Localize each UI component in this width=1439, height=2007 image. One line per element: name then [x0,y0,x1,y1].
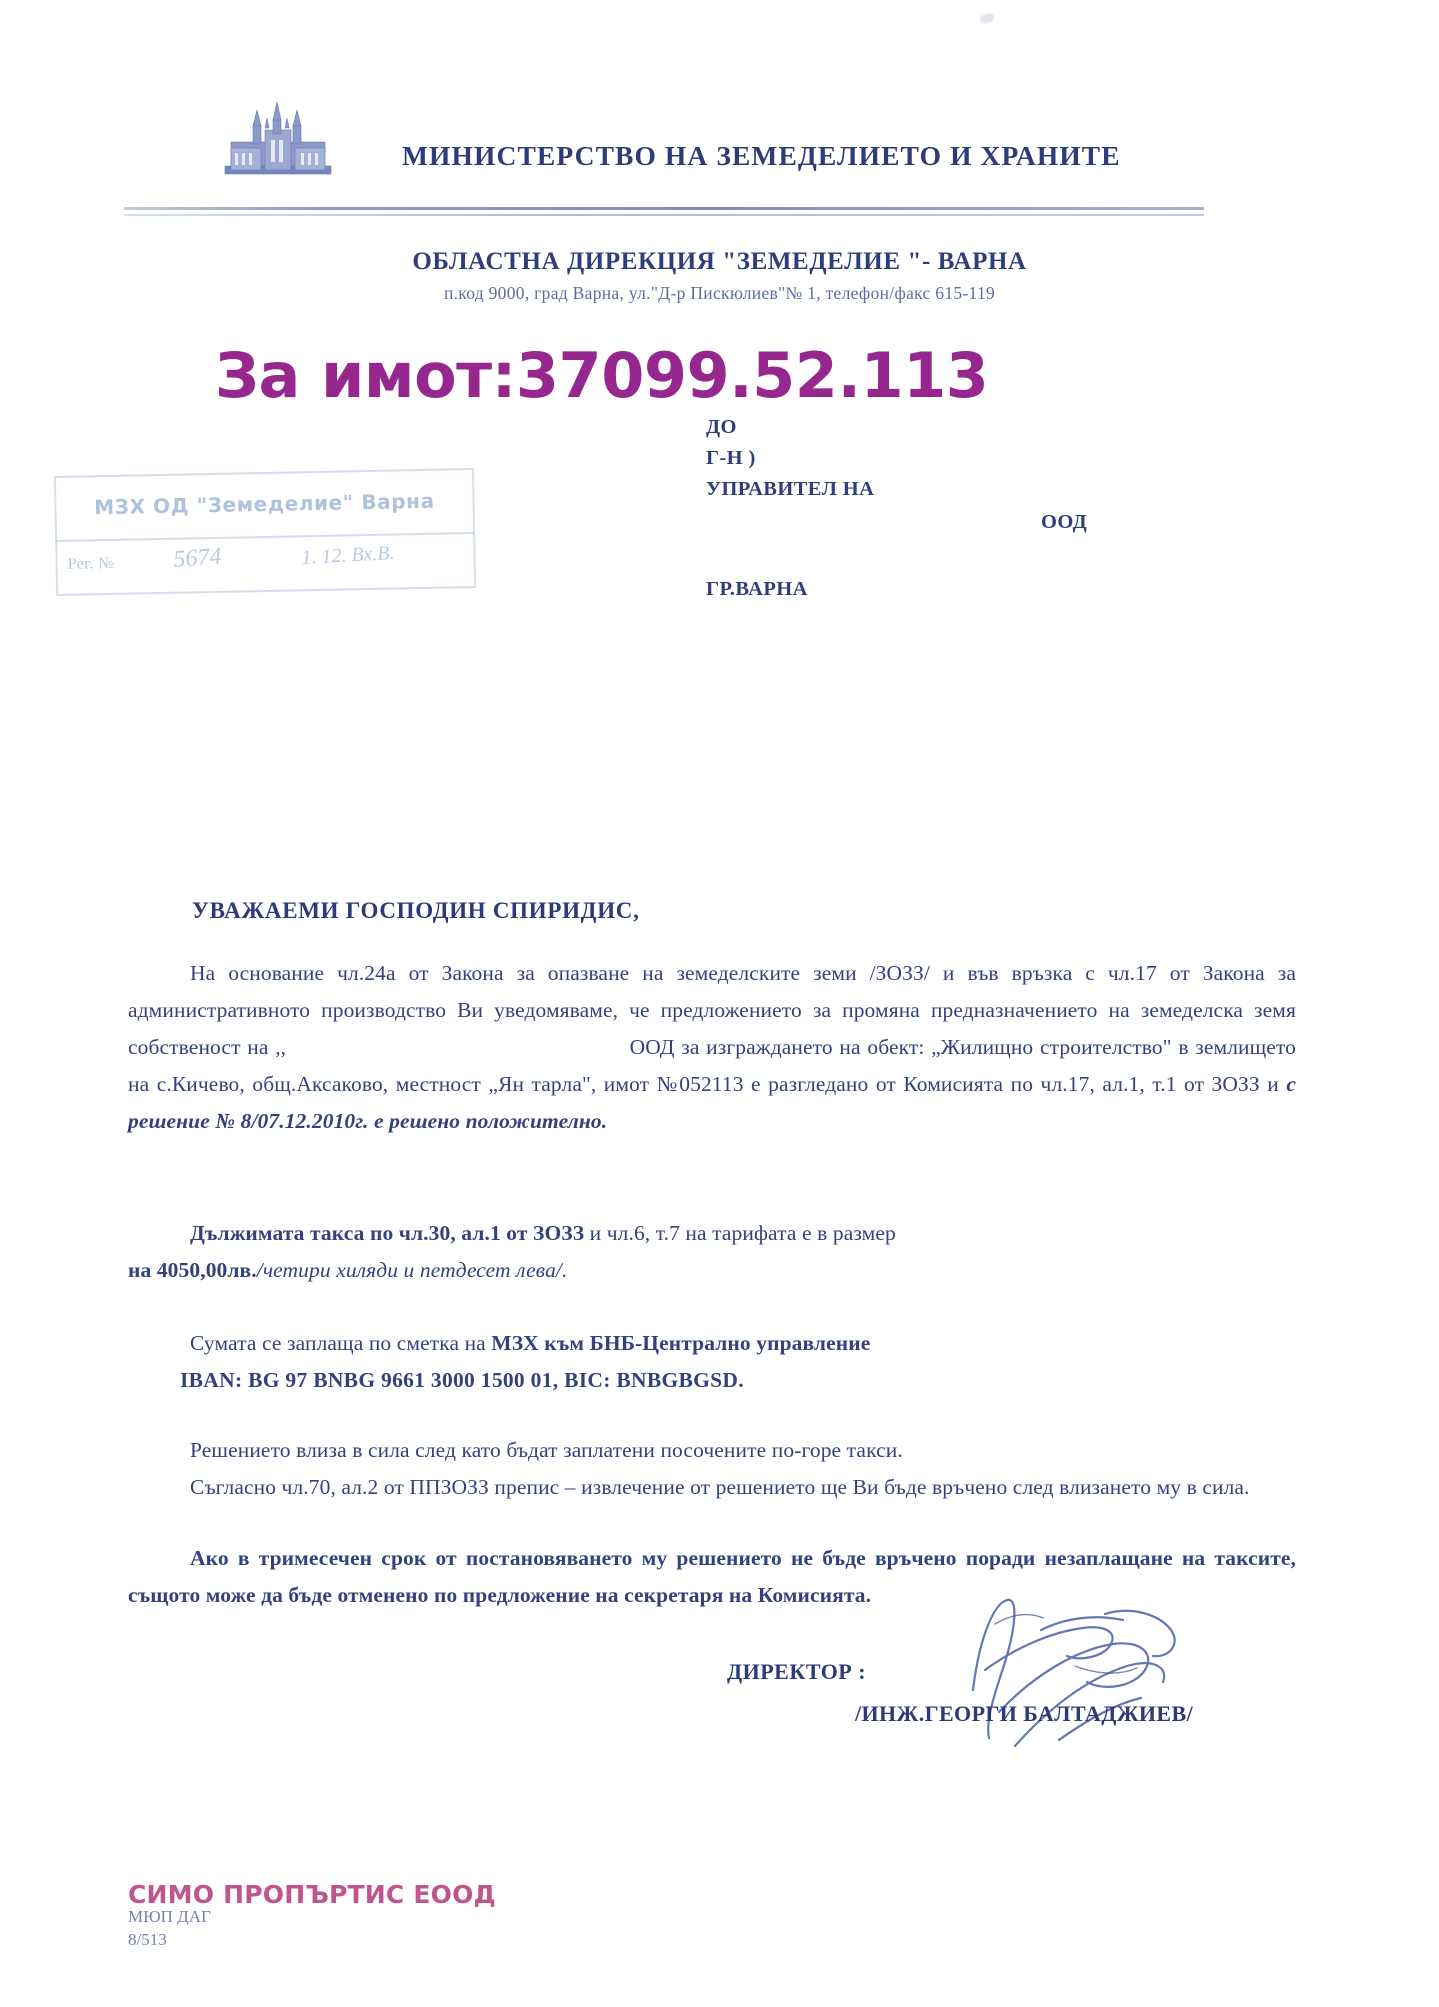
stamp-office-name: МЗХ ОД "Земеделие" Варна [94,488,435,520]
paragraph-grounds-text-a: На основание чл.24а от Закона за опазване на земеделските земи /ЗОЗЗ/ и във връзка с чл.17 от Закона за административното производство Ви уведомяваме, че предложението за промяна предназначението на земеделска земя собственост на ,, [128,961,1296,1059]
scan-artifact-speck [979,12,995,25]
fee-amount: на 4050,00лв. [128,1258,257,1282]
header-divider-thick [124,207,1204,210]
ministry-name: МИНИСТЕРСТВО НА ЗЕМЕДЕЛИЕТО И ХРАНИТЕ [402,140,1121,171]
payment-bank-name: МЗХ към БНБ-Централно управление [491,1331,871,1355]
fee-tariff-text: и чл.6, т.7 на тарифата е в размер [589,1221,896,1245]
footer-reference-code [128,1905,211,1951]
paragraph-payment [128,1325,1296,1399]
signature-person-name: /ИНЖ.ГЕОРГИ БАЛТАДЖИЕВ/ [855,1701,1194,1726]
stamp-border-left [54,476,58,594]
salutation: УВАЖАЕМИ ГОСПОДИН СПИРИДИС, [192,898,640,923]
building-coat-of-arms-icon [213,100,343,178]
payment-iban: IBAN: BG 97 BNBG 9661 3000 1500 01, BIC: BNBGBGSD. [180,1368,744,1392]
stamp-register-number: 5674 [172,543,223,573]
entry-force-text: Решението влиза в сила след като бъдат заплатени посочените по-горе такси. [190,1438,903,1462]
paragraph-grounds [128,955,1296,1140]
paragraph-revocation [128,1540,1296,1614]
incoming-registration-stamp [54,466,476,596]
payment-intro-text: Сумата се заплаща по сметка на [190,1331,492,1355]
footer-watermark-brand: СИМО ПРОПЪРТИС ЕООД [128,1880,497,1909]
stamp-border-top [56,468,472,478]
regional-directorate-title: ОБЛАСТНА ДИРЕКЦИЯ "ЗЕМЕДЕЛИЕ "- ВАРНА [412,248,1027,275]
ministry-header [0,100,1439,190]
extract-delivery-text: Съгласно чл.70, ал.2 от ППЗОЗЗ препис – извлечение от решението ще Ви бъде връчено след влизането му в сила. [190,1475,1250,1499]
signature-role-label: ДИРЕКТОР : [727,1659,867,1684]
addressee-role: УПРАВИТЕЛ НА [706,478,875,500]
stamp-border-bottom [56,586,476,596]
stamp-register-label: Рег. № [67,554,114,573]
addressee-person: Г-Н ) [706,447,756,469]
office-address: п.код 9000, град Варна, ул."Д-р Пискюлиев"№ 1, телефон/факс 615-119 [443,283,996,303]
addressee-company: ООД [1041,511,1088,533]
stamp-date: 1. 12. Вх.В. [300,541,396,569]
header-divider-thin [124,214,1204,216]
stamp-border-right [472,468,476,586]
paragraph-grounds-text-b: ООД за изграждането на обект: „Жилищно строителство" в землището на с.Кичево, общ.Аксаково, местност „Ян тарла", имот №052113 е разгледано от Комисията по чл.17, ал.1, т.1 от ЗОЗЗ и [128,1035,1296,1096]
decision-reference: с решение № 8/07.12.2010г. е решено положително. [128,1072,1296,1133]
paragraph-fee [128,1215,1296,1289]
addressee-city: ГР.ВАРНА [706,578,808,600]
fee-amount-words: /четири хиляди и петдесет лева/. [256,1258,568,1282]
paragraph-entry-into-force [128,1432,1296,1506]
property-id-annotation: За имот:37099.52.113 [215,339,989,412]
footer-code-line-2: 8/513 [128,1930,167,1949]
addressee-block [706,412,1087,605]
stamp-border-middle [55,532,475,542]
addressee-to: ДО [706,416,737,438]
footer-code-line-1: МЮП ДАГ [128,1907,211,1926]
fee-article-text: Дължимата такса по чл.30, ал.1 от ЗОЗЗ [190,1221,585,1245]
revocation-text: Ако в тримесечен срок от постановяването му решението не бъде връчено поради незаплащане на таксите, същото може да бъде отменено по предложение на секретаря на Комисията. [128,1546,1296,1607]
